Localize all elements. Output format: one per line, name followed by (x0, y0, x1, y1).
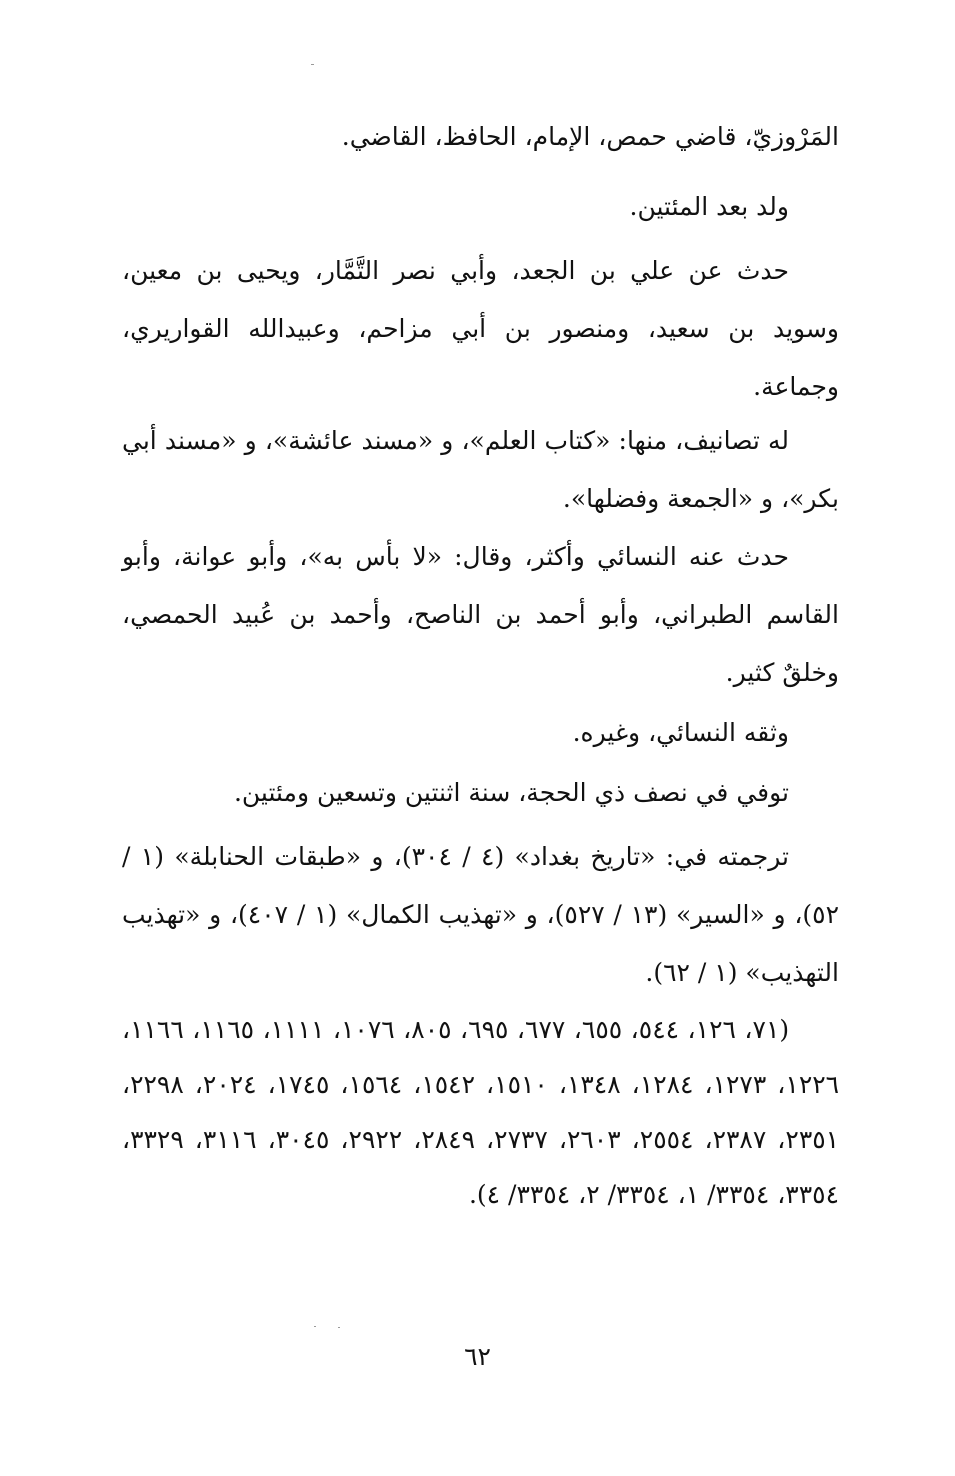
paragraph-birth: ولد بعد المئتين. (629, 192, 789, 221)
paragraph-title-line: المَرْوزيّ، قاضي حمص، الإمام، الحافظ، القاضي. (341, 122, 839, 151)
page-number: ٦٢ (464, 1342, 491, 1371)
paragraph-death: توفي في نصف ذي الحجة، سنة اثنتين وتسعين ومئتين. (233, 778, 789, 807)
paragraph-teachers: حدث عن علي بن الجعد، وأبي نصر التَّمَّار، ويحيى بن معين، وسويد بن سعيد، ومنصور بن أبي مزاحم، وعبيدالله القواريري، وجماعة. (122, 256, 839, 401)
paragraph-students: حدث عنه النسائي وأكثر، وقال: «لا بأس به»، وأبو عوانة، وأبو القاسم الطبراني، وأبو أحمد بن الناصح، وأحمد بن عُبيد الحمصي، وخلقٌ كثير. (122, 542, 839, 687)
scan-speck (311, 64, 314, 65)
scan-speck (314, 1326, 316, 1327)
reference-numbers: (٧١، ١٢٦، ٥٤٤، ٦٥٥، ٦٧٧، ٦٩٥، ٨٠٥، ١٠٧٦، ١١١١، ١١٦٥، ١١٦٦، ١٢٢٦، ١٢٧٣، ١٢٨٤، ١٣٤٨، ١٥١٠، ١٥٤٢، ١٥٦٤، ١٧٤٥، ٢٠٢٤، ٢٢٩٨، ٢٣٥١، ٢٣٨٧، ٢٥٥٤، ٢٦٠٣، ٢٧٣٧، ٢٨٤٩، ٢٩٢٢، ٣٠٤٥، ٣١١٦، ٣٣٢٩، ٣٣٥٤، ٣٣٥٤/ ١، ٣٣٥٤/ ٢، ٣٣٥٤/ ٤). (122, 1015, 840, 1209)
scan-speck (338, 1327, 340, 1328)
paragraph-works: له تصانيف، منها: «كتاب العلم»، و «مسند عائشة»، و «مسند أبي بكر»، و «الجمعة وفضلها». (122, 426, 839, 513)
paragraph-reliability: وثقه النسائي، وغيره. (572, 718, 789, 747)
paragraph-sources: ترجمته في: «تاريخ بغداد» (٤ / ٣٠٤)، و «طبقات الحنابلة» (١ / ٥٢)، و «السير» (١٣ / ٥٢٧)، و «تهذيب الكمال» (١ / ٤٠٧)، و «تهذيب التهذيب» (١ / ٦٢). (122, 842, 839, 987)
